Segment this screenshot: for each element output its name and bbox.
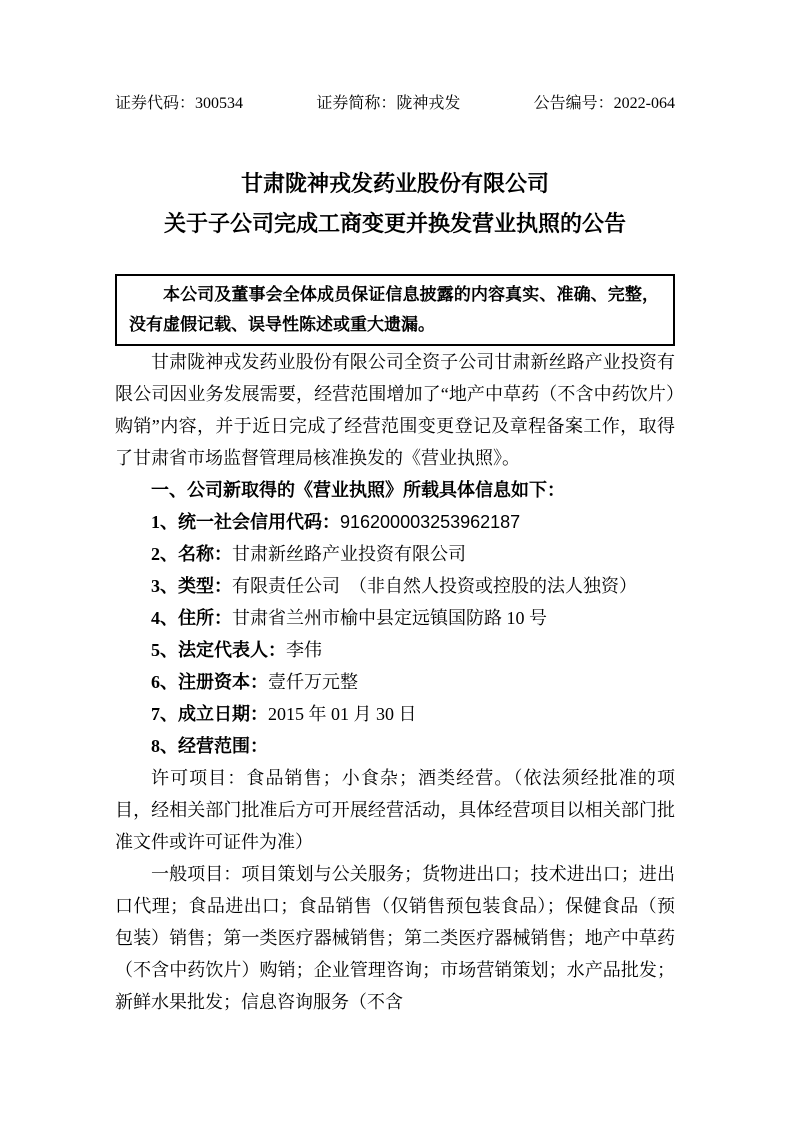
item-label: 5、法定代表人： [151, 640, 286, 660]
license-item-type [115, 570, 675, 602]
disclaimer-box [115, 274, 675, 346]
item-label: 1、统一社会信用代码： [151, 512, 340, 532]
license-item-registered-capital [115, 666, 675, 698]
scope-paragraph-general: 一般项目：项目策划与公关服务；货物进出口；技术进出口；进出口代理；食品进出口；食品销售（仅销售预包装食品）；保健食品（预包装）销售；第一类医疗器械销售；第二类医疗器械销售；地产中草药（不含中药饮片）购销；企业管理咨询；市场营销策划；水产品批发；新鲜水果批发；信息咨询服务（不含 [115, 864, 675, 1012]
item-label: 4、住所： [151, 608, 232, 628]
item-value: 甘肃新丝路产业投资有限公司 [232, 544, 466, 564]
item-label: 6、注册资本： [151, 672, 268, 692]
item-label: 2、名称： [151, 544, 232, 564]
license-item-name [115, 538, 675, 570]
license-item-legal-representative [115, 634, 675, 666]
announcement-number: 公告编号：2022-064 [533, 95, 675, 112]
item-value: 2015 年 01 月 30 日 [268, 704, 417, 724]
item-value: 李伟 [286, 640, 322, 660]
document-header [115, 92, 675, 116]
license-item-business-scope [115, 730, 675, 762]
item-value: 916200003253962187 [340, 512, 521, 532]
document-title-line2: 关于子公司完成工商变更并换发营业执照的公告 [163, 211, 626, 236]
intro-paragraph: 甘肃陇神戎发药业股份有限公司全资子公司甘肃新丝路产业投资有限公司因业务发展需要，经营范围增加了“地产中草药（不含中药饮片）购销”内容，并于近日完成了经营范围变更登记及章程备案工作，取得了甘肃省市场监督管理局核准换发的《营业执照》。 [115, 352, 675, 468]
item-label: 3、类型： [151, 576, 232, 596]
scope-paragraph-licensed: 许可项目：食品销售；小食杂；酒类经营。（依法须经批准的项目，经相关部门批准后方可开展经营活动，具体经营项目以相关部门批准文件或许可证件为准） [115, 768, 675, 852]
item-value: 甘肃省兰州市榆中县定远镇国防路 10 号 [232, 608, 547, 628]
document-title-line1: 甘肃陇神戎发药业股份有限公司 [240, 171, 549, 196]
license-item-address [115, 602, 675, 634]
stock-code: 证券代码：300534 [115, 95, 244, 112]
license-item-credit-code [115, 506, 675, 538]
document-title [115, 164, 675, 244]
document-body [115, 346, 675, 1018]
stock-abbreviation: 证券简称：陇神戎发 [316, 95, 461, 112]
license-item-establish-date [115, 698, 675, 730]
item-value: 壹仟万元整 [268, 672, 358, 692]
item-label: 7、成立日期： [151, 704, 268, 724]
item-label: 8、经营范围： [151, 736, 268, 756]
item-value: 有限责任公司 （非自然人投资或控股的法人独资） [232, 576, 637, 596]
section-heading: 一、公司新取得的《营业执照》所载具体信息如下： [151, 480, 565, 500]
disclaimer-text: 本公司及董事会全体成员保证信息披露的内容真实、准确、完整，没有虚假记载、误导性陈述或重大遗漏。 [129, 285, 659, 334]
